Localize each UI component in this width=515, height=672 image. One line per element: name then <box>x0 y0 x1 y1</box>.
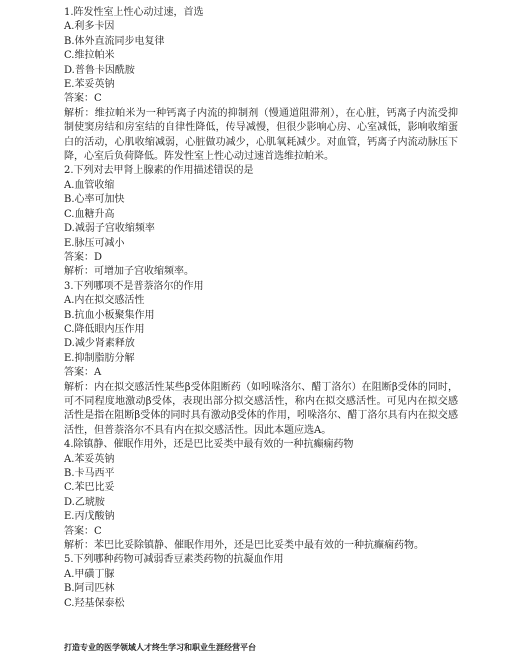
answer-key: 答案：A <box>64 367 102 379</box>
answer-option: D.普鲁卡因酰胺 <box>64 64 135 76</box>
question-stem: 5.下列哪种药物可减弱香豆素类药物的抗凝血作用 <box>64 554 284 566</box>
answer-option: C.降低眼内压作用 <box>64 323 145 335</box>
answer-option: E.丙戊酸钠 <box>64 511 115 523</box>
answer-option: B.卡马西平 <box>64 468 115 479</box>
answer-key: 答案：C <box>64 93 102 105</box>
answer-key: 答案：D <box>64 251 103 263</box>
question-stem: 1.阵发性室上性心动过速，首选 <box>64 7 204 18</box>
answer-option: B.心率可加快 <box>64 194 125 206</box>
answer-option: D.减少肾素释放 <box>64 338 135 350</box>
answer-option: B.阿司匹林 <box>64 583 115 595</box>
answer-option: C.苯巴比妥 <box>64 482 115 494</box>
answer-option: C.羟基保泰松 <box>64 597 125 609</box>
question-stem: 4.除镇静、催眠作用外，还是巴比妥类中最有效的一种抗癫痫药物 <box>64 439 354 451</box>
answer-option: B.体外直流同步电复律 <box>64 35 165 47</box>
answer-option: A.苯妥英钠 <box>64 453 115 465</box>
answer-option: D.减弱子宫收缩频率 <box>64 223 155 235</box>
answer-option: A.内在拟交感活性 <box>64 295 145 307</box>
answer-option: A.血管收缩 <box>64 179 115 191</box>
answer-option: E.苯妥英钠 <box>64 79 115 91</box>
answer-option: A.甲磺丁脲 <box>64 568 115 580</box>
explanation-text: 解析：苯巴比妥除镇静、催眠作用外，还是巴比妥类中最有效的一种抗癫痫药物。 <box>64 540 424 552</box>
answer-option: E.抑制脂肪分解 <box>64 352 135 364</box>
explanation-text: 解析：可增加子宫收缩频率。 <box>64 266 194 278</box>
page-footer: 打造专业的医学领域人才终生学习和职业生涯经营平台 <box>64 643 256 652</box>
question-stem: 2.下列对去甲肾上腺素的作用描述错误的是 <box>64 165 254 177</box>
answer-option: A.利多卡因 <box>64 21 115 33</box>
explanation-text: 解析：内在拟交感活性某些β受体阻断药（如吲哚洛尔、醋丁洛尔）在阻断β受体的同时，可不同程度地激动β受体，表现出部分拟交感活性，称内在拟交感活性。可见内在拟交感活性是指在阻断β受体的同时具有激动β受体的作用，吲哚洛尔、醋丁洛尔具有内在拟交感活性，但普萘洛尔不具有内在拟交感活性。因此本题应选A。 <box>64 381 458 436</box>
answer-option: C.维拉帕米 <box>64 50 115 62</box>
answer-option: E.脉压可减小 <box>64 237 125 249</box>
answer-option: B.抗血小板聚集作用 <box>64 309 155 321</box>
document-body <box>64 6 458 611</box>
question-stem: 3.下列哪项不是普萘洛尔的作用 <box>64 280 204 292</box>
answer-option: D.乙琥胺 <box>64 496 105 508</box>
answer-key: 答案：C <box>64 525 102 537</box>
answer-option: C.血糖升高 <box>64 208 115 220</box>
explanation-text: 解析：维拉帕米为一种钙离子内流的抑制剂（慢通道阻滞剂），在心脏，钙离子内流受抑制使窦房结和房室结的自律性降低，传导减慢，但很少影响心房、心室减低，影响收缩蛋白的活动，心肌收缩减弱，心脏做功减少，心肌氧耗减少。对血管，钙离子内流动脉压下降，心室后负荷降低。阵发性室上性心动过速首选维拉帕米。 <box>64 107 458 163</box>
